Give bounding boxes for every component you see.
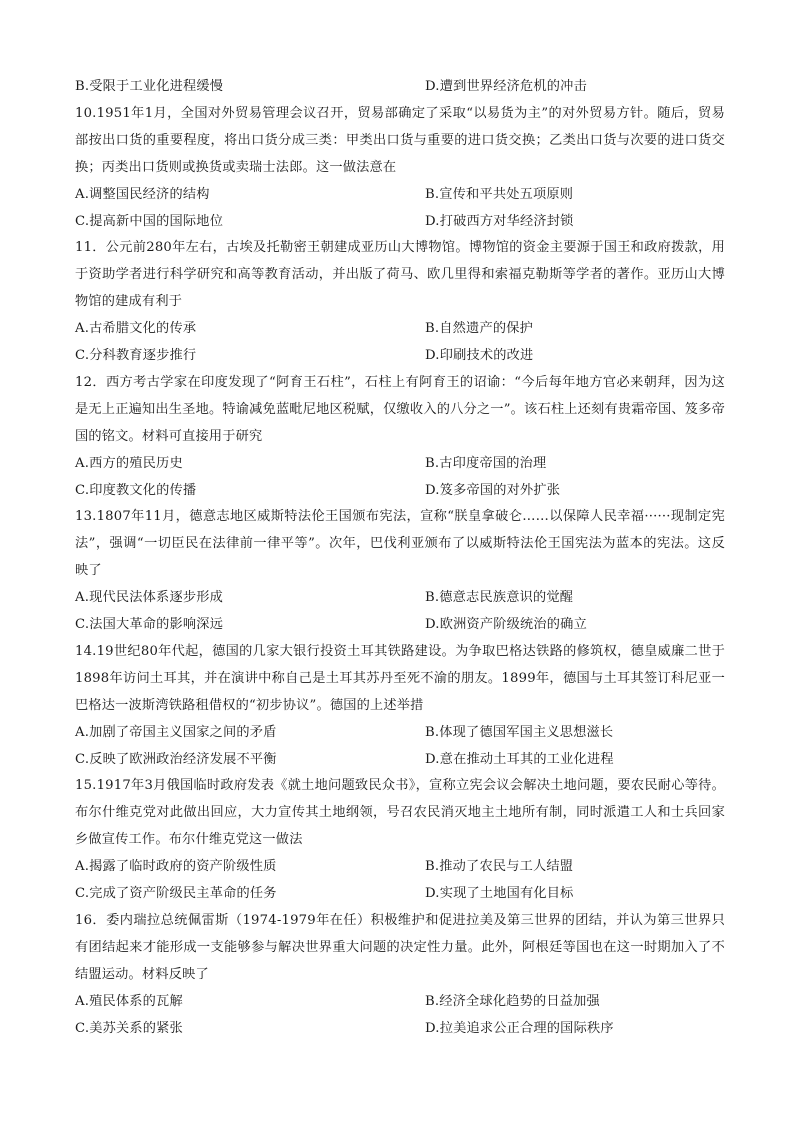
question-stem: 11．公元前280年左右，古埃及托勒密王朝建成亚历山大博物馆。博物馆的资金主要源于国王和政府拨款，用于资助学者进行科学研究和高等教育活动，并出版了荷马、欧几里得和索福克勒斯等学者的著作。亚历山大博物馆的建成有利于: [75, 240, 725, 310]
option-row: [75, 854, 725, 881]
option-row: [75, 612, 725, 639]
option-row: [75, 478, 725, 505]
option-b: B.自然遗产的保护: [425, 321, 533, 337]
option-a: A.古希腊文化的传承: [75, 321, 197, 337]
option-c: C.提高新中国的国际地位: [75, 213, 224, 229]
option-row: [75, 451, 725, 478]
option-c: C.完成了资产阶级民主革命的任务: [75, 886, 277, 901]
option-a: A.西方的殖民历史: [75, 455, 183, 471]
question-10: [75, 101, 725, 236]
option-a: A.现代民法体系逐步形成: [75, 590, 223, 606]
option-d: D.意在推动土耳其的工业化进程: [425, 751, 614, 767]
option-row: [75, 209, 725, 236]
question-14: [75, 639, 725, 774]
option-row: [75, 881, 725, 908]
option-row: [75, 74, 725, 101]
question-stem: 15.1917年3月俄国临时政府发表《就土地问题致民众书》，宣称立宪会议会解决土地问题，要农民耐心等待。布尔什维克党对此做出回应，大力宣传其土地纲领，号召农民消灭地主土地所有制，同时派遣工人和士兵回家乡做宣传工作。布尔什维克党这一做法: [75, 778, 725, 848]
option-b: B.宣传和平共处五项原则: [425, 186, 574, 202]
question-12: [75, 370, 725, 505]
option-row: [75, 747, 725, 774]
option-a: A.加剧了帝国主义国家之间的矛盾: [75, 724, 277, 740]
question-9-tail: [75, 74, 725, 101]
option-b: B.推动了农民与工人结盟: [425, 859, 574, 875]
question-15: [75, 773, 725, 908]
question-16: [75, 908, 725, 1043]
option-d: D.实现了土地国有化目标: [425, 886, 574, 901]
option-d: D.拉美追求公正合理的国际秩序: [425, 1020, 614, 1036]
option-b: B.古印度帝国的治理: [425, 455, 547, 471]
exam-page: [75, 74, 725, 1042]
question-stem: 14.19世纪80年代起，德国的几家大银行投资土耳其铁路建设。为争取巴格达铁路的修筑权，德皇威廉二世于1898年访问土耳其，并在演讲中称自己是土耳其苏丹至死不渝的朋友。1899年，德国与土耳其签订科尼亚一巴格达一波斯湾铁路租借权的“初步协议”。德国的上述举措: [75, 643, 725, 713]
option-c: C.分科教育逐步推行: [75, 348, 197, 363]
question-stem: 13.1807年11月，德意志地区威斯特法伦王国颁布宪法，宣称“朕皇拿破仑……以保障人民幸福······现制定宪法”，强调“一切臣民在法律前一律平等”。次年，巴伐利亚颁布了以威斯特法伦王国宪法为蓝本的宪法。这反映了: [75, 509, 725, 579]
option-row: [75, 585, 725, 612]
option-c: C.反映了欧洲政治经济发展不平衡: [75, 751, 277, 767]
option-d: D.打破西方对华经济封锁: [425, 213, 574, 229]
option-d: D.欧洲资产阶级统治的确立: [425, 617, 587, 632]
option-row: [75, 720, 725, 747]
option-row: [75, 182, 725, 209]
option-row: [75, 316, 725, 343]
option-d: D.笈多帝国的对外扩张: [425, 482, 561, 498]
option-a: A.揭露了临时政府的资产阶级性质: [75, 859, 277, 875]
option-row: [75, 1016, 725, 1043]
option-c: C.美苏关系的紧张: [75, 1020, 183, 1036]
question-stem: 16．委内瑞拉总统佩雷斯（1974-1979年在任）积极维护和促进拉美及第三世界的团结，并认为第三世界只有团结起来才能形成一支能够参与解决世界重大问题的决定性力量。此外，阿根廷等国也在这一时期加入了不结盟运动。材料反映了: [75, 912, 725, 982]
option-a: A.调整国民经济的结构: [75, 186, 210, 202]
option-row: [75, 343, 725, 370]
question-stem: 10.1951年1月，全国对外贸易管理会议召开，贸易部确定了采取“以易货为主”的对外贸易方针。随后，贸易部按出口货的重要程度，将出口货分成三类：甲类出口货与重要的进口货交换；乙类出口货与次要的进口货交换；丙类出口货则或换货或卖瑞士法郎。这一做法意在: [75, 105, 725, 175]
option-b: B.德意志民族意识的觉醒: [425, 590, 574, 606]
option-c: C.印度教文化的传播: [75, 482, 197, 498]
question-stem: 12．西方考古学家在印度发现了“阿育王石柱”，石柱上有阿育王的诏谕：“今后每年地方官必来朝拜，因为这是无上正遍知出生圣地。特谕减免蓝毗尼地区税赋，仅缴收入的八分之一”。该石柱上还刻有贵霜帝国、笈多帝国的铭文。材料可直接用于研究: [75, 374, 725, 444]
question-13: [75, 504, 725, 639]
option-b: B.体现了德国军国主义思想滋长: [425, 724, 614, 740]
option-a: A.殖民体系的瓦解: [75, 993, 183, 1009]
option-c: C.法国大革命的影响深远: [75, 617, 224, 632]
option-row: [75, 989, 725, 1016]
question-11: [75, 235, 725, 370]
option-b: B.经济全球化趋势的日益加强: [425, 993, 600, 1009]
option-b: B.受限于工业化进程缓慢: [75, 79, 224, 94]
option-d: D.遭到世界经济危机的冲击: [425, 79, 587, 94]
option-d: D.印刷技术的改进: [425, 348, 534, 363]
